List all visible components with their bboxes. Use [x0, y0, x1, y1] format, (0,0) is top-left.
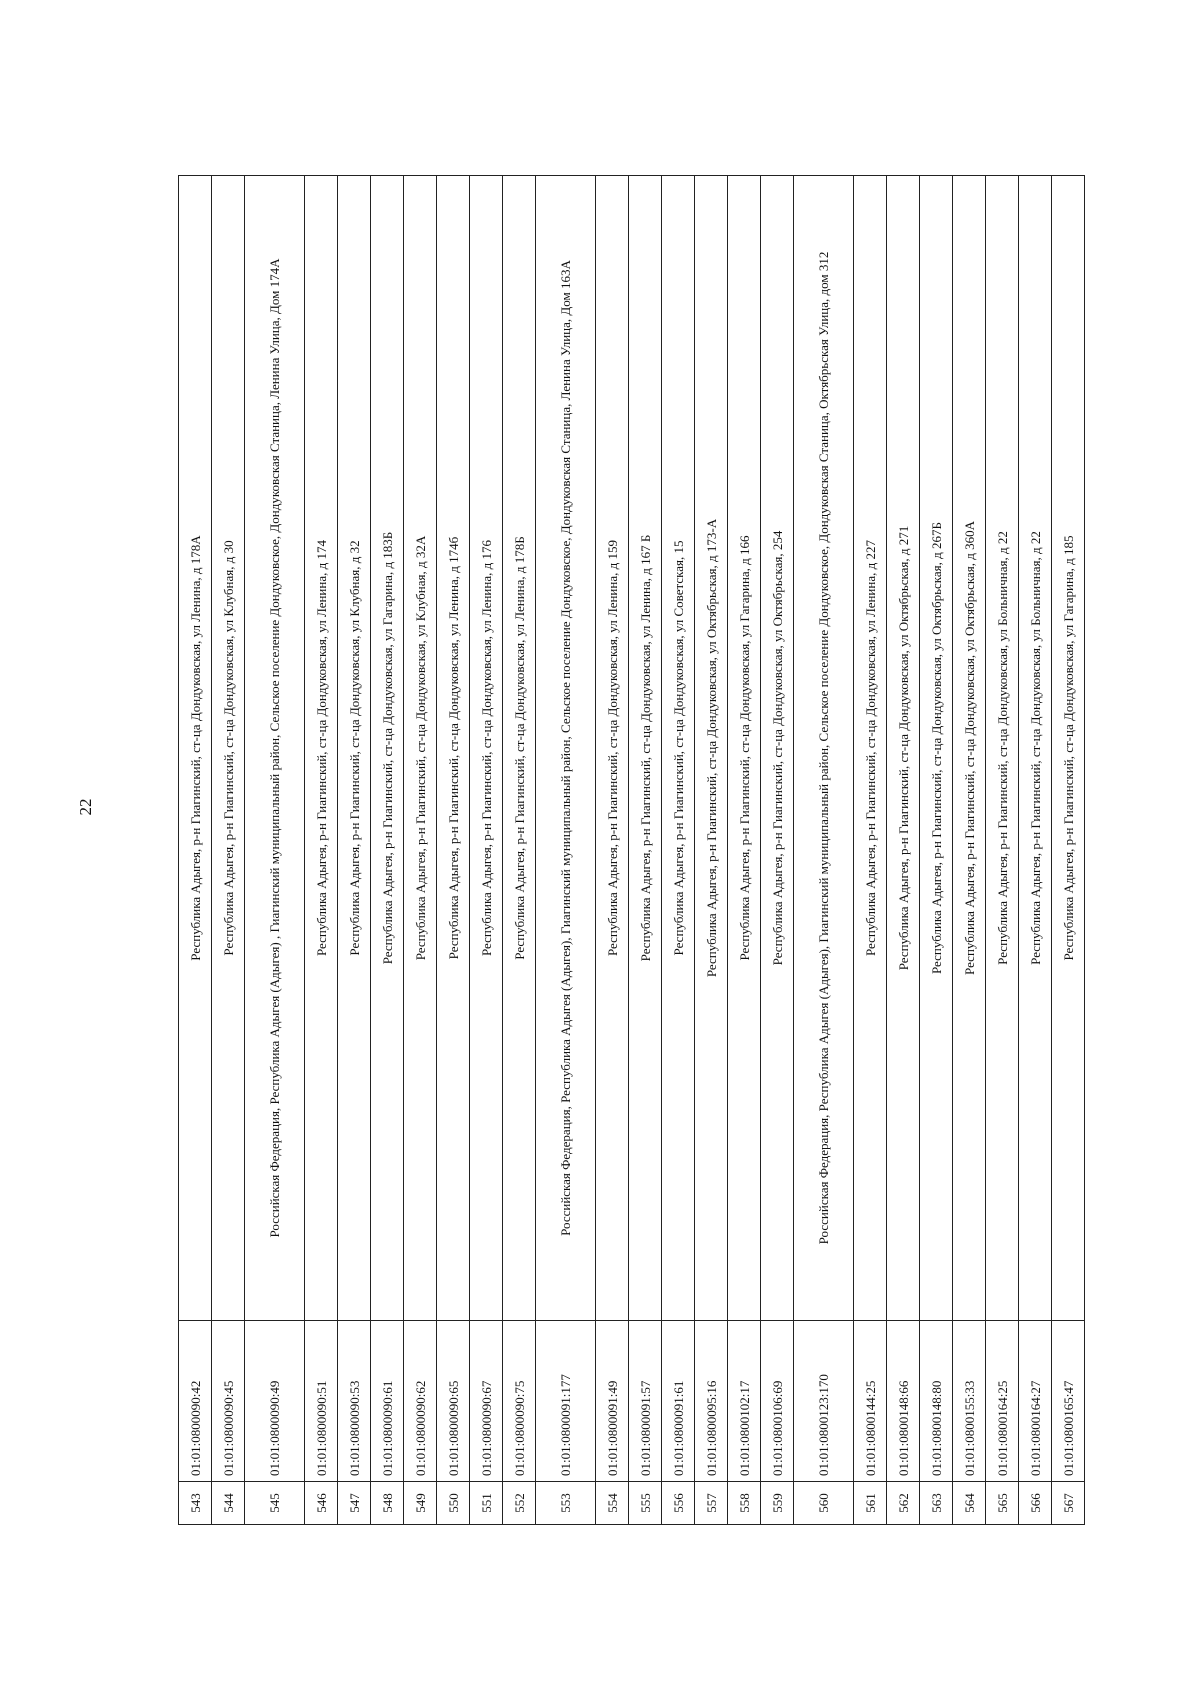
row-number-cell: 543	[179, 1482, 212, 1525]
cadastral-number-cell: 01:01:0800090:65	[437, 1321, 470, 1482]
cadastral-number-cell: 01:01:0800095:16	[695, 1321, 728, 1482]
row-number-cell: 565	[986, 1482, 1019, 1525]
table-row	[245, 176, 305, 1525]
cadastral-number-cell: 01:01:0800090:42	[179, 1321, 212, 1482]
row-number-cell: 554	[596, 1482, 629, 1525]
address-cell: Республика Адыгея, р-н Гиагинский, ст-ца Дондуковская, ул Октябрьская, д 267Б	[920, 176, 953, 1321]
table-row	[854, 176, 887, 1525]
table-row	[212, 176, 245, 1525]
address-cell: Республика Адыгея, р-н Гиагинский, ст-ца Дондуковская, ул Гагарина, д 166	[728, 176, 761, 1321]
address-cell: Российская Федерация, Республика Адыгея (Адыгея), Гиагинский муниципальный район, Сельское поселение Дондуковское, Дондуковская Станица, Октябрьская Улица, дом 312	[794, 176, 854, 1321]
row-number-cell: 566	[1019, 1482, 1052, 1525]
table-row	[695, 176, 728, 1525]
address-cell: Республика Адыгея, р-н Гиагинский, ст-ца Дондуковская, ул Ленина, д 174	[305, 176, 338, 1321]
address-cell: Республика Адыгея, р-н Гиагинский, ст-ца Дондуковская, ул Ленина, д 159	[596, 176, 629, 1321]
cadastral-number-cell: 01:01:0800090:61	[371, 1321, 404, 1482]
address-cell: Республика Адыгея, р-н Гиагинский, ст-ца Дондуковская, ул Больничная, д 22	[986, 176, 1019, 1321]
table-row	[503, 176, 536, 1525]
row-number-cell: 548	[371, 1482, 404, 1525]
cadastral-number-cell: 01:01:0800164:27	[1019, 1321, 1052, 1482]
address-cell: Республика Адыгея, р-н Гиагинский, ст-ца Дондуковская, ул Клубная, д 30	[212, 176, 245, 1321]
row-number-cell: 552	[503, 1482, 536, 1525]
table-row	[953, 176, 986, 1525]
table-row	[404, 176, 437, 1525]
table-row	[305, 176, 338, 1525]
row-number-cell: 559	[761, 1482, 794, 1525]
cadastral-number-cell: 01:01:0800148:80	[920, 1321, 953, 1482]
cadastral-number-cell: 01:01:0800090:67	[470, 1321, 503, 1482]
row-number-cell: 550	[437, 1482, 470, 1525]
cadastral-number-cell: 01:01:0800106:69	[761, 1321, 794, 1482]
registry-table-container	[178, 175, 1096, 1525]
cadastral-number-cell: 01:01:0800144:25	[854, 1321, 887, 1482]
cadastral-number-cell: 01:01:0800090:75	[503, 1321, 536, 1482]
row-number-cell: 558	[728, 1482, 761, 1525]
address-cell: Республика Адыгея, р-н Гиагинский, ст-ца Дондуковская, ул Ленина, д 178Б	[503, 176, 536, 1321]
address-cell: Российская Федерация, Республика Адыгея (Адыгея) , Гиагинский муниципальный район, Сельское поселение Дондуковское, Дондуковская Станица, Ленина Улица, Дом 174А	[245, 176, 305, 1321]
cadastral-number-cell: 01:01:0800164:25	[986, 1321, 1019, 1482]
row-number-cell: 555	[629, 1482, 662, 1525]
row-number-cell: 551	[470, 1482, 503, 1525]
cadastral-number-cell: 01:01:0800091:57	[629, 1321, 662, 1482]
row-number-cell: 562	[887, 1482, 920, 1525]
cadastral-number-cell: 01:01:0800090:53	[338, 1321, 371, 1482]
cadastral-number-cell: 01:01:0800165:47	[1052, 1321, 1085, 1482]
cadastral-number-cell: 01:01:0800091:61	[662, 1321, 695, 1482]
registry-table-body	[179, 176, 1085, 1525]
row-number-cell: 546	[305, 1482, 338, 1525]
cadastral-number-cell: 01:01:0800090:45	[212, 1321, 245, 1482]
cadastral-number-cell: 01:01:0800102:17	[728, 1321, 761, 1482]
cadastral-number-cell: 01:01:0800090:62	[404, 1321, 437, 1482]
row-number-cell: 561	[854, 1482, 887, 1525]
table-row	[1052, 176, 1085, 1525]
table-row	[794, 176, 854, 1525]
address-cell: Республика Адыгея, р-н Гиагинский, ст-ца Дондуковская, ул Октябрьская, д 173-А	[695, 176, 728, 1321]
row-number-cell: 547	[338, 1482, 371, 1525]
address-cell: Республика Адыгея, р-н Гиагинский, ст-ца Дондуковская, ул Ленина, д 178А	[179, 176, 212, 1321]
table-row	[437, 176, 470, 1525]
table-row	[986, 176, 1019, 1525]
table-row	[920, 176, 953, 1525]
row-number-cell: 544	[212, 1482, 245, 1525]
address-cell: Республика Адыгея, р-н Гиагинский, ст-ца Дондуковская, ул Ленина, д 227	[854, 176, 887, 1321]
address-cell: Российская Федерация, Республика Адыгея (Адыгея), Гиагинский муниципальный район, Сельское поселение Дондуковское, Дондуковская Станица, Ленина Улица, Дом 163А	[536, 176, 596, 1321]
table-row	[662, 176, 695, 1525]
address-cell: Республика Адыгея, р-н Гиагинский, ст-ца Дондуковская, ул Гагарина, д 185	[1052, 176, 1085, 1321]
table-row	[179, 176, 212, 1525]
table-row	[887, 176, 920, 1525]
table-row	[728, 176, 761, 1525]
row-number-cell: 545	[245, 1482, 305, 1525]
row-number-cell: 567	[1052, 1482, 1085, 1525]
address-cell: Республика Адыгея, р-н Гиагинский, ст-ца Дондуковская, ул Советская, 15	[662, 176, 695, 1321]
address-cell: Республика Адыгея, р-н Гиагинский, ст-ца Дондуковская, ул Клубная, д 32	[338, 176, 371, 1321]
row-number-cell: 564	[953, 1482, 986, 1525]
address-cell: Республика Адыгея, р-н Гиагинский, ст-ца Дондуковская, ул Октябрьская, д 271	[887, 176, 920, 1321]
table-row	[761, 176, 794, 1525]
cadastral-number-cell: 01:01:0800148:66	[887, 1321, 920, 1482]
table-row	[596, 176, 629, 1525]
table-row	[338, 176, 371, 1525]
cadastral-number-cell: 01:01:0800155:33	[953, 1321, 986, 1482]
row-number-cell: 557	[695, 1482, 728, 1525]
address-cell: Республика Адыгея, р-н Гиагинский, ст-ца Дондуковская, ул Больничная, д 22	[1019, 176, 1052, 1321]
cadastral-number-cell: 01:01:0800090:49	[245, 1321, 305, 1482]
registry-table	[178, 175, 1085, 1525]
page-number: 22	[76, 798, 95, 816]
cadastral-number-cell: 01:01:0800091:49	[596, 1321, 629, 1482]
row-number-cell: 560	[794, 1482, 854, 1525]
cadastral-number-cell: 01:01:0800090:51	[305, 1321, 338, 1482]
address-cell: Республика Адыгея, р-н Гиагинский, ст-ца Дондуковская, ул Октябрьская, д 360А	[953, 176, 986, 1321]
address-cell: Республика Адыгея, р-н Гиагинский, ст-ца Дондуковская, ул Октябрьская, 254	[761, 176, 794, 1321]
table-row	[1019, 176, 1052, 1525]
table-row	[536, 176, 596, 1525]
row-number-cell: 553	[536, 1482, 596, 1525]
address-cell: Республика Адыгея, р-н Гиагинский, ст-ца Дондуковская, ул Ленина, д 167 Б	[629, 176, 662, 1321]
row-number-cell: 549	[404, 1482, 437, 1525]
row-number-cell: 556	[662, 1482, 695, 1525]
address-cell: Республика Адыгея, р-н Гиагинский, ст-ца Дондуковская, ул Гагарина, д 183Б	[371, 176, 404, 1321]
address-cell: Республика Адыгея, р-н Гиагинский, ст-ца Дондуковская, ул Клубная, д 32А	[404, 176, 437, 1321]
table-row	[371, 176, 404, 1525]
address-cell: Республика Адыгея, р-н Гиагинский, ст-ца Дондуковская, ул Ленина, д 176	[470, 176, 503, 1321]
cadastral-number-cell: 01:01:0800123:170	[794, 1321, 854, 1482]
table-row	[629, 176, 662, 1525]
row-number-cell: 563	[920, 1482, 953, 1525]
table-row	[470, 176, 503, 1525]
address-cell: Республика Адыгея, р-н Гиагинский, ст-ца Дондуковская, ул Ленина, д 174б	[437, 176, 470, 1321]
cadastral-number-cell: 01:01:0800091:177	[536, 1321, 596, 1482]
